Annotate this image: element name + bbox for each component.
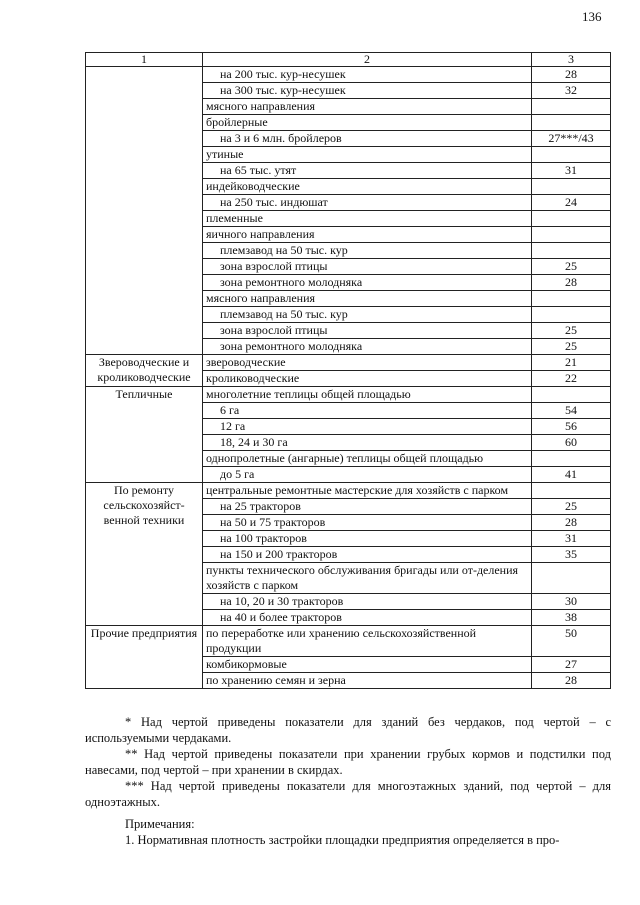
description-cell: на 40 и более тракторов	[203, 610, 532, 626]
description-cell: племзавод на 50 тыс. кур	[203, 307, 532, 323]
description-cell: 12 га	[203, 419, 532, 435]
value-cell	[532, 179, 611, 195]
table-header-row	[86, 53, 611, 67]
description-cell: на 25 тракторов	[203, 499, 532, 515]
description-cell: звероводческие	[203, 355, 532, 371]
description-cell: мясного направления	[203, 99, 532, 115]
description-cell: на 65 тыс. утят	[203, 163, 532, 179]
value-cell: 25	[532, 339, 611, 355]
value-cell	[532, 211, 611, 227]
footnote: * Над чертой приведены показатели для зданий без чердаков, под чертой – с используемыми чердаками.	[85, 715, 611, 745]
description-cell: бройлерные	[203, 115, 532, 131]
value-cell: 60	[532, 435, 611, 451]
notes-title: Примечания:	[125, 817, 195, 831]
value-cell: 38	[532, 610, 611, 626]
description-cell: по хранению семян и зерна	[203, 673, 532, 689]
description-cell: племзавод на 50 тыс. кур	[203, 243, 532, 259]
value-cell: 24	[532, 195, 611, 211]
value-cell: 54	[532, 403, 611, 419]
description-cell: комбикормовые	[203, 657, 532, 673]
category-cell	[86, 67, 203, 355]
value-cell	[532, 291, 611, 307]
value-cell: 27***/43	[532, 131, 611, 147]
table-row	[86, 626, 611, 657]
table-row	[86, 387, 611, 403]
description-cell: однопролетные (ангарные) теплицы общей площадью	[203, 451, 532, 467]
table-row	[86, 67, 611, 83]
value-cell: 31	[532, 531, 611, 547]
description-cell: на 300 тыс. кур-несушек	[203, 83, 532, 99]
description-cell: на 200 тыс. кур-несушек	[203, 67, 532, 83]
description-cell: утиные	[203, 147, 532, 163]
value-cell: 25	[532, 499, 611, 515]
description-cell: кролиководческие	[203, 371, 532, 387]
column-header: 2	[203, 53, 532, 67]
description-cell: зона взрослой птицы	[203, 259, 532, 275]
value-cell	[532, 387, 611, 403]
value-cell: 28	[532, 673, 611, 689]
description-cell: зона взрослой птицы	[203, 323, 532, 339]
description-cell: яичного направления	[203, 227, 532, 243]
value-cell: 32	[532, 83, 611, 99]
value-cell: 27	[532, 657, 611, 673]
category-cell: Тепличные	[86, 387, 203, 483]
value-cell: 50	[532, 626, 611, 657]
value-cell	[532, 227, 611, 243]
density-table	[85, 52, 611, 689]
value-cell: 22	[532, 371, 611, 387]
description-cell: на 150 и 200 тракторов	[203, 547, 532, 563]
description-cell: пункты технического обслуживания бригады или от-деления хозяйств с парком	[203, 563, 532, 594]
description-cell: мясного направления	[203, 291, 532, 307]
description-cell: до 5 га	[203, 467, 532, 483]
value-cell	[532, 563, 611, 594]
description-cell: на 10, 20 и 30 тракторов	[203, 594, 532, 610]
category-cell: Звероводческие и кролиководческие	[86, 355, 203, 387]
value-cell: 28	[532, 67, 611, 83]
value-cell	[532, 115, 611, 131]
value-cell	[532, 147, 611, 163]
column-header: 1	[86, 53, 203, 67]
description-cell: многолетние теплицы общей площадью	[203, 387, 532, 403]
description-cell: зона ремонтного молодняка	[203, 275, 532, 291]
table-row	[86, 483, 611, 499]
value-cell: 31	[532, 163, 611, 179]
value-cell: 35	[532, 547, 611, 563]
category-cell: По ремонту сельскохозяйст-венной техники	[86, 483, 203, 626]
value-cell: 56	[532, 419, 611, 435]
value-cell: 41	[532, 467, 611, 483]
note: 1. Нормативная плотность застройки площадки предприятия определяется в про-	[125, 833, 560, 847]
column-header: 3	[532, 53, 611, 67]
value-cell	[532, 451, 611, 467]
description-cell: на 3 и 6 млн. бройлеров	[203, 131, 532, 147]
description-cell: на 250 тыс. индюшат	[203, 195, 532, 211]
description-cell: на 100 тракторов	[203, 531, 532, 547]
description-cell: зона ремонтного молодняка	[203, 339, 532, 355]
footnotes	[85, 714, 611, 848]
value-cell: 21	[532, 355, 611, 371]
value-cell: 25	[532, 259, 611, 275]
value-cell: 30	[532, 594, 611, 610]
description-cell: 6 га	[203, 403, 532, 419]
value-cell	[532, 307, 611, 323]
value-cell: 28	[532, 275, 611, 291]
description-cell: центральные ремонтные мастерские для хозяйств с парком	[203, 483, 532, 499]
value-cell	[532, 243, 611, 259]
value-cell	[532, 99, 611, 115]
page-number: 136	[582, 9, 602, 24]
table-row	[86, 355, 611, 371]
footnote: ** Над чертой приведены показатели при хранении грубых кормов и подстилки под навесами, под чертой – при хранении в скирдах.	[85, 747, 611, 777]
description-cell: по переработке или хранению сельскохозяйственной продукции	[203, 626, 532, 657]
description-cell: на 50 и 75 тракторов	[203, 515, 532, 531]
category-cell: Прочие предприятия	[86, 626, 203, 689]
value-cell	[532, 483, 611, 499]
footnote: *** Над чертой приведены показатели для многоэтажных зданий, под чертой – для одноэтажных.	[85, 779, 611, 809]
value-cell: 28	[532, 515, 611, 531]
description-cell: индейководческие	[203, 179, 532, 195]
description-cell: 18, 24 и 30 га	[203, 435, 532, 451]
description-cell: племенные	[203, 211, 532, 227]
value-cell: 25	[532, 323, 611, 339]
